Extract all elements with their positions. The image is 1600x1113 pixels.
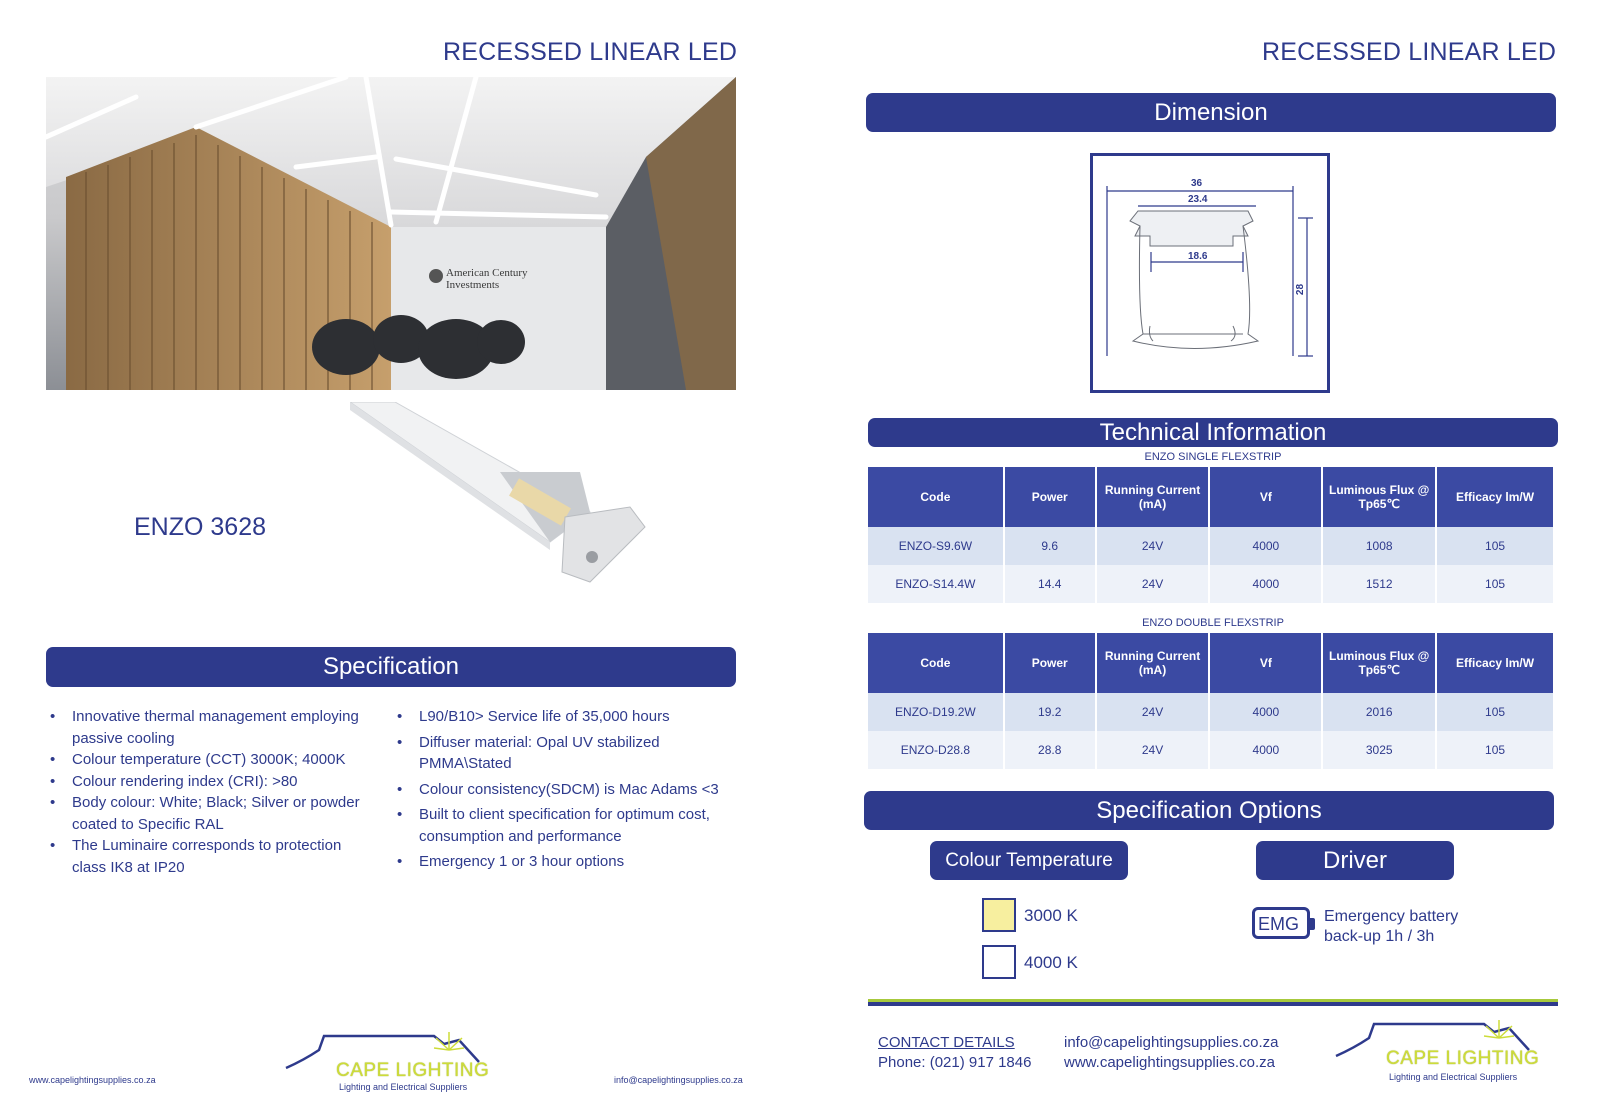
table-cell: 105 xyxy=(1436,565,1554,603)
spec-item: • Innovative thermal management employing passive cooling xyxy=(46,706,376,749)
spec-item: • Built to client specification for optimum cost, consumption and performance xyxy=(393,804,733,847)
technical-information-header: Technical Information xyxy=(868,418,1558,447)
specification-header: Specification xyxy=(46,647,736,687)
spec-item: • The Luminaire corresponds to protection class IK8 at IP20 xyxy=(46,835,376,878)
table-header-row xyxy=(868,633,1554,693)
table-cell: 19.2 xyxy=(1004,693,1096,731)
table-cell: 28.8 xyxy=(1004,731,1096,769)
dimension-height: 28 xyxy=(1295,283,1307,296)
table-cell: 4000 xyxy=(1209,565,1322,603)
table-row xyxy=(868,731,1554,769)
right-page-title: RECESSED LINEAR LED xyxy=(1262,38,1557,66)
swatch-3000k xyxy=(982,898,1016,932)
left-footer-email[interactable]: info@capelightingsupplies.co.za xyxy=(614,1075,743,1085)
footer-divider-navy xyxy=(868,1002,1558,1006)
emg-description-line1: Emergency battery xyxy=(1324,908,1459,925)
spec-item: • Emergency 1 or 3 hour options xyxy=(393,851,733,873)
right-logo-name: CAPE LIGHTING xyxy=(1386,1048,1540,1069)
colour-option-3000k: 3000 K xyxy=(1024,906,1078,925)
table-cell: 24V xyxy=(1096,731,1210,769)
product-name: ENZO 3628 xyxy=(134,513,267,541)
double-flexstrip-caption: ENZO DOUBLE FLEXSTRIP xyxy=(1142,617,1284,629)
spec-item: • Colour rendering index (CRI): >80 xyxy=(46,771,376,793)
table-cell: 105 xyxy=(1436,527,1554,565)
contact-website[interactable]: www.capelightingsupplies.co.za xyxy=(1064,1054,1275,1071)
table-row xyxy=(868,527,1554,565)
colour-temperature-header: Colour Temperature xyxy=(930,841,1128,880)
contact-email[interactable]: info@capelightingsupplies.co.za xyxy=(1064,1034,1279,1051)
dimension-channel-width: 18.6 xyxy=(1188,251,1208,262)
dimension-inner-width: 23.4 xyxy=(1188,194,1208,205)
table-row xyxy=(868,693,1554,731)
left-footer-website[interactable]: www.capelightingsupplies.co.za xyxy=(29,1075,156,1085)
column-header: Efficacy lm/W xyxy=(1436,633,1554,693)
product-render xyxy=(350,402,650,602)
column-header: Luminous Flux @ Tp65℃ xyxy=(1322,633,1436,693)
table-cell: 4000 xyxy=(1209,527,1322,565)
spec-item: • L90/B10> Service life of 35,000 hours xyxy=(393,706,733,728)
single-flexstrip-table xyxy=(868,467,1555,603)
table-cell: 1512 xyxy=(1322,565,1436,603)
contact-heading: CONTACT DETAILS xyxy=(878,1034,1015,1051)
driver-header: Driver xyxy=(1256,841,1454,880)
double-flexstrip-table xyxy=(868,633,1555,769)
left-logo-name: CAPE LIGHTING xyxy=(336,1060,490,1081)
profile-cross-section-icon xyxy=(1093,156,1327,390)
spec-list-left xyxy=(46,706,376,878)
column-header: Power xyxy=(1004,467,1096,527)
table-cell: 105 xyxy=(1436,731,1554,769)
table-cell: 24V xyxy=(1096,527,1210,565)
table-cell: ENZO-D28.8 xyxy=(868,731,1004,769)
single-flexstrip-caption: ENZO SINGLE FLEXSTRIP xyxy=(1144,451,1282,463)
right-cape-lighting-logo xyxy=(1334,1018,1544,1090)
table-cell: 3025 xyxy=(1322,731,1436,769)
table-cell: ENZO-S14.4W xyxy=(868,565,1004,603)
dimension-drawing xyxy=(1090,153,1330,393)
column-header: Code xyxy=(868,633,1004,693)
emg-description-line2: back-up 1h / 3h xyxy=(1324,928,1435,945)
office-photo-illustration xyxy=(46,77,736,390)
table-cell: 24V xyxy=(1096,565,1210,603)
contact-phone[interactable]: Phone: (021) 917 1846 xyxy=(878,1054,1032,1071)
spec-list-right xyxy=(393,706,733,877)
specification-options-header: Specification Options xyxy=(864,791,1554,830)
left-cape-lighting-logo xyxy=(284,1030,494,1100)
table-cell: 14.4 xyxy=(1004,565,1096,603)
column-header: Running Current (mA) xyxy=(1096,467,1210,527)
spec-item: • Colour temperature (CCT) 3000K; 4000K xyxy=(46,749,376,771)
table-cell: 4000 xyxy=(1209,731,1322,769)
table-cell: 4000 xyxy=(1209,693,1322,731)
photo-wall-logo: American Century Investments xyxy=(446,267,528,291)
dimension-outer-width: 36 xyxy=(1191,178,1203,189)
right-logo-tagline: Lighting and Electrical Suppliers xyxy=(1389,1072,1518,1082)
column-header: Vf xyxy=(1209,467,1322,527)
swatch-4000k xyxy=(982,945,1016,979)
column-header: Code xyxy=(868,467,1004,527)
office-photo xyxy=(46,77,736,390)
table-cell: 2016 xyxy=(1322,693,1436,731)
left-logo-tagline: Lighting and Electrical Suppliers xyxy=(339,1082,468,1092)
dimension-header: Dimension xyxy=(866,93,1556,132)
table-cell: 24V xyxy=(1096,693,1210,731)
colour-option-4000k: 4000 K xyxy=(1024,953,1078,972)
table-row xyxy=(868,565,1554,603)
table-cell: 9.6 xyxy=(1004,527,1096,565)
column-header: Efficacy lm/W xyxy=(1436,467,1554,527)
spec-item: • Colour consistency(SDCM) is Mac Adams <3 xyxy=(393,779,733,801)
emg-badge-text: EMG xyxy=(1258,914,1300,934)
table-cell: 1008 xyxy=(1322,527,1436,565)
table-cell: ENZO-D19.2W xyxy=(868,693,1004,731)
left-page-title: RECESSED LINEAR LED xyxy=(443,38,738,66)
column-header: Running Current (mA) xyxy=(1096,633,1210,693)
column-header: Luminous Flux @ Tp65℃ xyxy=(1322,467,1436,527)
spec-item: • Diffuser material: Opal UV stabilized PMMA\Stated xyxy=(393,732,733,775)
spec-item: • Body colour: White; Black; Silver or powder coated to Specific RAL xyxy=(46,792,376,835)
table-cell: ENZO-S9.6W xyxy=(868,527,1004,565)
column-header: Vf xyxy=(1209,633,1322,693)
table-header-row xyxy=(868,467,1554,527)
table-cell: 105 xyxy=(1436,693,1554,731)
column-header: Power xyxy=(1004,633,1096,693)
emg-battery-icon xyxy=(1252,907,1310,939)
